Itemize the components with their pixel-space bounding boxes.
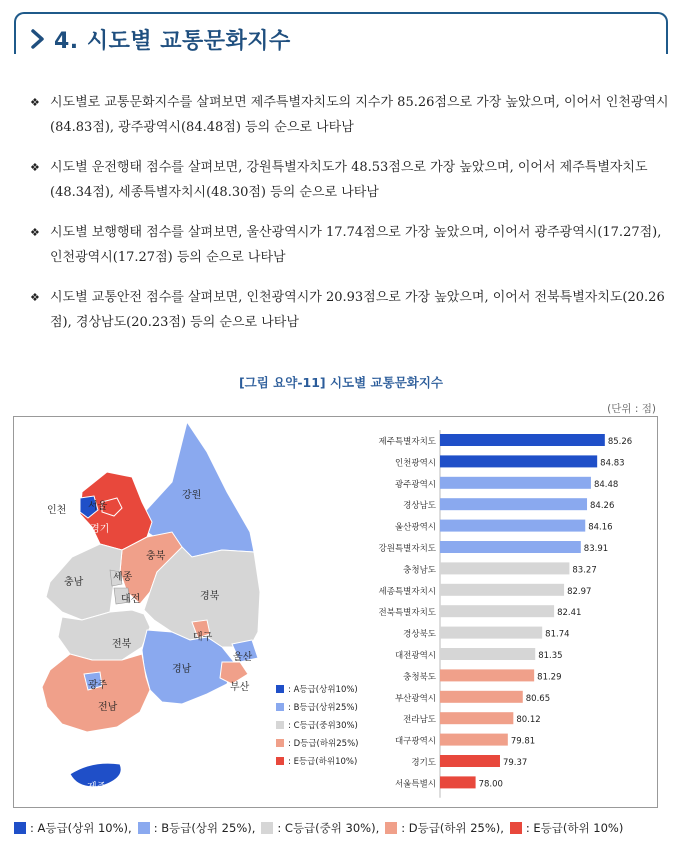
value-label: 84.83 bbox=[600, 458, 625, 469]
bar bbox=[440, 734, 508, 746]
value-label: 78.00 bbox=[478, 779, 503, 790]
category-label: 세종특별자치시 bbox=[378, 586, 436, 597]
bar bbox=[440, 648, 535, 660]
value-label: 82.41 bbox=[557, 608, 582, 619]
map-label-jeonbuk: 전북 bbox=[112, 639, 132, 650]
bar bbox=[440, 477, 591, 489]
map-label-gyeongbuk: 경북 bbox=[200, 591, 220, 602]
legend-label: : E등급(하위 10%) bbox=[525, 821, 624, 835]
category-label: 인천광역시 bbox=[394, 458, 436, 469]
legend-swatch bbox=[385, 822, 397, 834]
bar bbox=[440, 627, 542, 639]
bar bbox=[440, 498, 587, 510]
bar bbox=[440, 712, 513, 724]
value-label: 84.26 bbox=[590, 501, 615, 512]
value-label: 82.97 bbox=[567, 586, 592, 597]
category-label: 강원특별자치도 bbox=[378, 544, 436, 554]
bullet-icon: ❖ bbox=[30, 226, 40, 239]
category-label: 경기도 bbox=[411, 758, 436, 768]
map-label-chungnam: 충남 bbox=[64, 577, 84, 588]
value-label: 80.12 bbox=[516, 715, 541, 726]
korea-choropleth-map bbox=[22, 422, 272, 802]
legend-swatch bbox=[276, 757, 284, 765]
legend-label: : B등급(상위25%) bbox=[288, 703, 358, 713]
value-label: 83.91 bbox=[583, 544, 609, 554]
summary-bullet bbox=[30, 155, 670, 205]
summary-bullet bbox=[30, 285, 670, 335]
section-title bbox=[54, 24, 291, 55]
category-label: 부산광역시 bbox=[394, 693, 436, 704]
map-label-daegu: 대구 bbox=[193, 632, 213, 643]
legend-swatch bbox=[276, 685, 284, 693]
category-label: 제주특별자치도 bbox=[378, 437, 436, 447]
bottom-legend-item bbox=[385, 820, 504, 836]
summary-bullet bbox=[30, 90, 670, 140]
bullet-icon: ❖ bbox=[30, 291, 40, 304]
category-label: 서울특별시 bbox=[394, 779, 436, 790]
value-label: 79.37 bbox=[502, 758, 528, 768]
category-label: 경상남도 bbox=[403, 501, 436, 512]
bar bbox=[440, 669, 534, 681]
map-label-daejeon: 대전 bbox=[121, 594, 141, 605]
category-label: 대구광역시 bbox=[394, 736, 436, 747]
map-label-gangwon: 강원 bbox=[182, 490, 202, 501]
value-label: 84.48 bbox=[593, 479, 619, 490]
legend-label: : C등급(중위30%) bbox=[288, 721, 358, 731]
bar bbox=[440, 434, 605, 446]
legend-label: : A등급(상위10%) bbox=[288, 685, 358, 695]
map-label-seoul: 서울 bbox=[88, 501, 108, 512]
legend-swatch bbox=[261, 822, 273, 834]
legend-swatch bbox=[276, 703, 284, 711]
value-label: 81.35 bbox=[538, 651, 563, 661]
legend-swatch bbox=[276, 739, 284, 747]
legend-label: : C등급(중위 30%), bbox=[277, 821, 380, 835]
bar bbox=[440, 541, 581, 553]
value-label: 81.74 bbox=[545, 629, 570, 640]
bottom-legend-item bbox=[14, 820, 132, 836]
bullet-text: 시도별 교통안전 점수를 살펴보면, 인천광역시가 20.93점으로 가장 높았으며, 이어서 전북특별자치도(20.26점), 경상남도(20.23점) 등의 순으로 나타남 bbox=[50, 290, 665, 330]
category-label: 경상북도 bbox=[403, 629, 436, 640]
map-label-ulsan: 울산 bbox=[233, 652, 253, 663]
bar-chart-svg bbox=[340, 430, 660, 800]
bar bbox=[440, 755, 500, 767]
bar bbox=[440, 455, 597, 467]
bottom-legend-item bbox=[138, 820, 256, 836]
bullet-text: 시도별 운전행태 점수를 살펴보면, 강원특별자치도가 48.53점으로 가장 높았으며, 이어서 제주특별자치도(48.34점), 세종특별자치시(48.30점) 등의 순으로 나타남 bbox=[50, 160, 648, 200]
category-label: 전라남도 bbox=[403, 715, 436, 726]
legend-swatch bbox=[276, 721, 284, 729]
map-label-gyeongnam: 경남 bbox=[172, 664, 192, 675]
bottom-legend bbox=[14, 820, 629, 836]
bullet-icon: ❖ bbox=[30, 96, 40, 109]
section-number: 4. bbox=[54, 29, 79, 54]
region-chungnam bbox=[46, 544, 122, 620]
map-label-gyeonggi: 경기 bbox=[90, 524, 110, 535]
legend-swatch bbox=[510, 822, 522, 834]
category-label: 대전광역시 bbox=[394, 651, 436, 661]
bar bbox=[440, 520, 585, 532]
bar bbox=[440, 562, 569, 574]
legend-swatch bbox=[14, 822, 26, 834]
bar-chart bbox=[340, 430, 660, 800]
legend-label: : A등급(상위 10%), bbox=[30, 821, 132, 835]
value-label: 85.26 bbox=[607, 437, 633, 447]
category-label: 전북특별자치도 bbox=[378, 608, 436, 619]
bar bbox=[440, 691, 523, 703]
value-label: 80.65 bbox=[525, 693, 551, 704]
map-label-gwangju: 광주 bbox=[88, 680, 108, 691]
summary-bullet bbox=[30, 220, 670, 270]
map-label-chungbuk: 충북 bbox=[146, 551, 166, 562]
category-label: 충청남도 bbox=[403, 565, 436, 576]
legend-label: : D등급(하위25%) bbox=[288, 739, 359, 749]
value-label: 84.16 bbox=[588, 522, 613, 533]
map-label-jeju: 제주 bbox=[87, 782, 107, 793]
legend-label: : B등급(상위 25%), bbox=[153, 821, 256, 835]
bottom-legend-item bbox=[261, 820, 379, 836]
summary-bullet-list bbox=[30, 90, 670, 350]
region-jeonnam bbox=[42, 654, 150, 732]
legend-label: : E등급(하위10%) bbox=[288, 757, 358, 767]
value-label: 79.81 bbox=[510, 736, 536, 747]
chevron-right-icon bbox=[28, 28, 50, 50]
figure-unit: (단위 : 점) bbox=[607, 403, 656, 415]
value-label: 81.29 bbox=[537, 672, 562, 683]
bullet-text: 시도별로 교통문화지수를 살펴보면 제주특별자치도의 지수가 85.26점으로 가장 높았으며, 이어서 인천광역시(84.83점), 광주광역시(84.48점) 등의 순으로 나타남 bbox=[50, 95, 669, 135]
bar bbox=[440, 584, 564, 596]
bullet-text: 시도별 보행행태 점수를 살펴보면, 울산광역시가 17.74점으로 가장 높았으며, 이어서 광주광역시(17.27점), 인천광역시(17.27점) 등의 순으로 나타남 bbox=[50, 225, 662, 265]
bar bbox=[440, 605, 554, 617]
figure-title: [그림 요약-11] 시도별 교통문화지수 bbox=[238, 375, 444, 390]
legend-label: : D등급(하위 25%), bbox=[401, 821, 504, 835]
map-label-incheon: 인천 bbox=[47, 505, 67, 516]
value-label: 83.27 bbox=[572, 565, 597, 576]
bottom-legend-item bbox=[510, 820, 623, 836]
region-jeonbuk bbox=[58, 610, 150, 660]
map-label-sejong: 세종 bbox=[113, 572, 133, 583]
legend-swatch bbox=[138, 822, 150, 834]
category-label: 충청북도 bbox=[403, 672, 436, 683]
map-label-jeonnam: 전남 bbox=[98, 702, 118, 713]
map-label-busan: 부산 bbox=[230, 682, 250, 693]
category-label: 울산광역시 bbox=[394, 522, 436, 533]
section-title-text: 시도별 교통문화지수 bbox=[86, 29, 291, 54]
category-label: 광주광역시 bbox=[394, 479, 436, 490]
bar bbox=[440, 776, 476, 788]
bullet-icon: ❖ bbox=[30, 161, 40, 174]
